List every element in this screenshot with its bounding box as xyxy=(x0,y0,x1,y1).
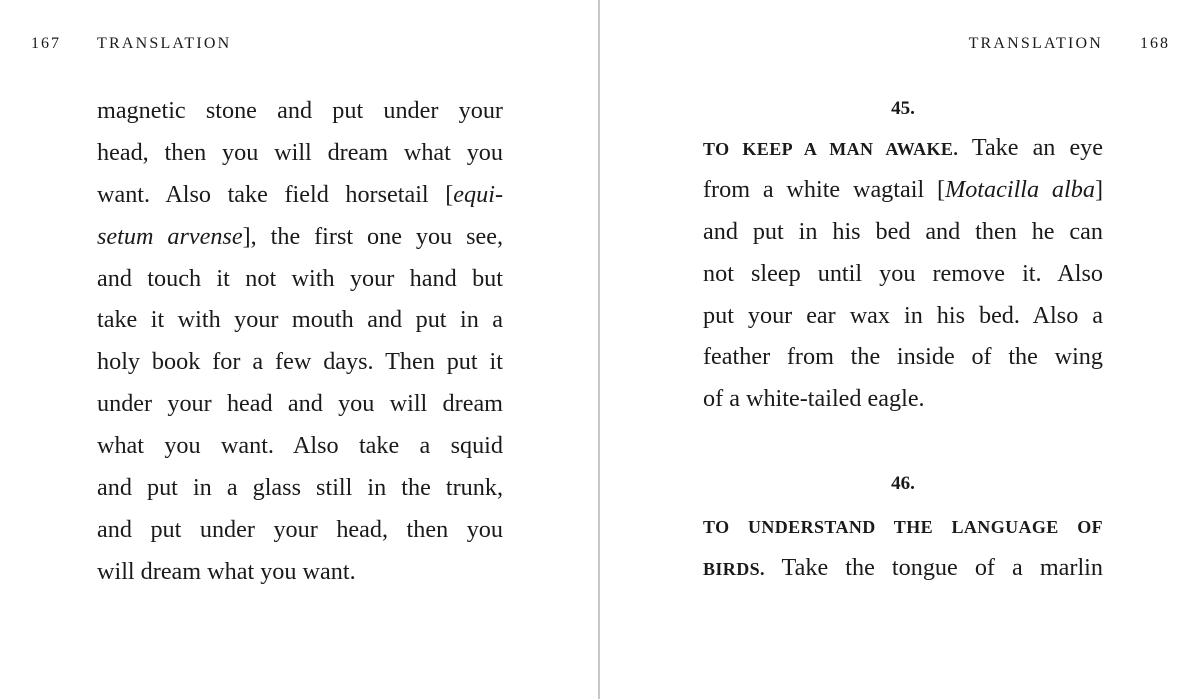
text-run: ] xyxy=(1094,175,1103,203)
text-run: ], the first one you see, xyxy=(242,222,504,250)
entry-heading: TO UNDERSTAND THE LANGUAGE OF xyxy=(703,517,1103,537)
entry-number-45: 45. xyxy=(891,98,915,119)
text-line xyxy=(97,174,503,216)
entry-45-text xyxy=(703,127,1103,420)
italic-latin-name: equi- xyxy=(453,180,503,208)
page-number-right: 168 xyxy=(1140,35,1170,52)
left-page xyxy=(0,0,598,699)
text-line: and put under your head, then you xyxy=(97,515,503,543)
text-run: Take the tongue of a marlin xyxy=(764,553,1103,581)
text-line: and put in his bed and then he can xyxy=(703,217,1103,245)
text-line: and touch it not with your hand but xyxy=(97,264,503,292)
italic-latin-name: Motacilla alba xyxy=(945,175,1095,203)
text-line: feather from the inside of the wing xyxy=(703,343,1103,371)
text-line: take it with your mouth and put in a xyxy=(97,306,503,334)
text-line: under your head and you will dream xyxy=(97,390,503,418)
text-line xyxy=(703,547,1103,589)
text-line xyxy=(703,505,1103,547)
text-run: Take an eye xyxy=(958,134,1104,161)
text-run: want. Also take field horsetail [ xyxy=(97,180,454,208)
text-line: head, then you will dream what you xyxy=(97,138,503,166)
text-line: magnetic stone and put under your xyxy=(97,97,503,124)
entry-46-text xyxy=(703,505,1103,589)
text-line xyxy=(97,216,503,258)
entry-heading: TO KEEP A MAN AWAKE. xyxy=(703,139,959,159)
left-body-text xyxy=(97,90,503,593)
text-run: from a white wagtail [ xyxy=(703,175,946,203)
italic-latin-name: setum arvense xyxy=(97,222,243,250)
text-line: what you want. Also take a squid xyxy=(97,432,503,460)
text-line xyxy=(703,169,1103,211)
entry-heading: BIRDS. xyxy=(703,558,765,579)
text-line: of a white-tailed eagle. xyxy=(703,385,925,413)
text-line: put your ear wax in his bed. Also a xyxy=(703,301,1103,329)
text-line: not sleep until you remove it. Also xyxy=(703,259,1103,287)
text-line: and put in a glass still in the trunk, xyxy=(97,474,503,502)
text-line xyxy=(703,127,1103,169)
text-line: will dream what you want. xyxy=(97,557,356,585)
running-head-left: TRANSLATION xyxy=(97,35,232,52)
text-line: holy book for a few days. Then put it xyxy=(97,348,503,376)
running-head-right: TRANSLATION xyxy=(968,35,1103,52)
page-number-left: 167 xyxy=(31,35,61,52)
entry-number-46: 46. xyxy=(891,473,915,494)
